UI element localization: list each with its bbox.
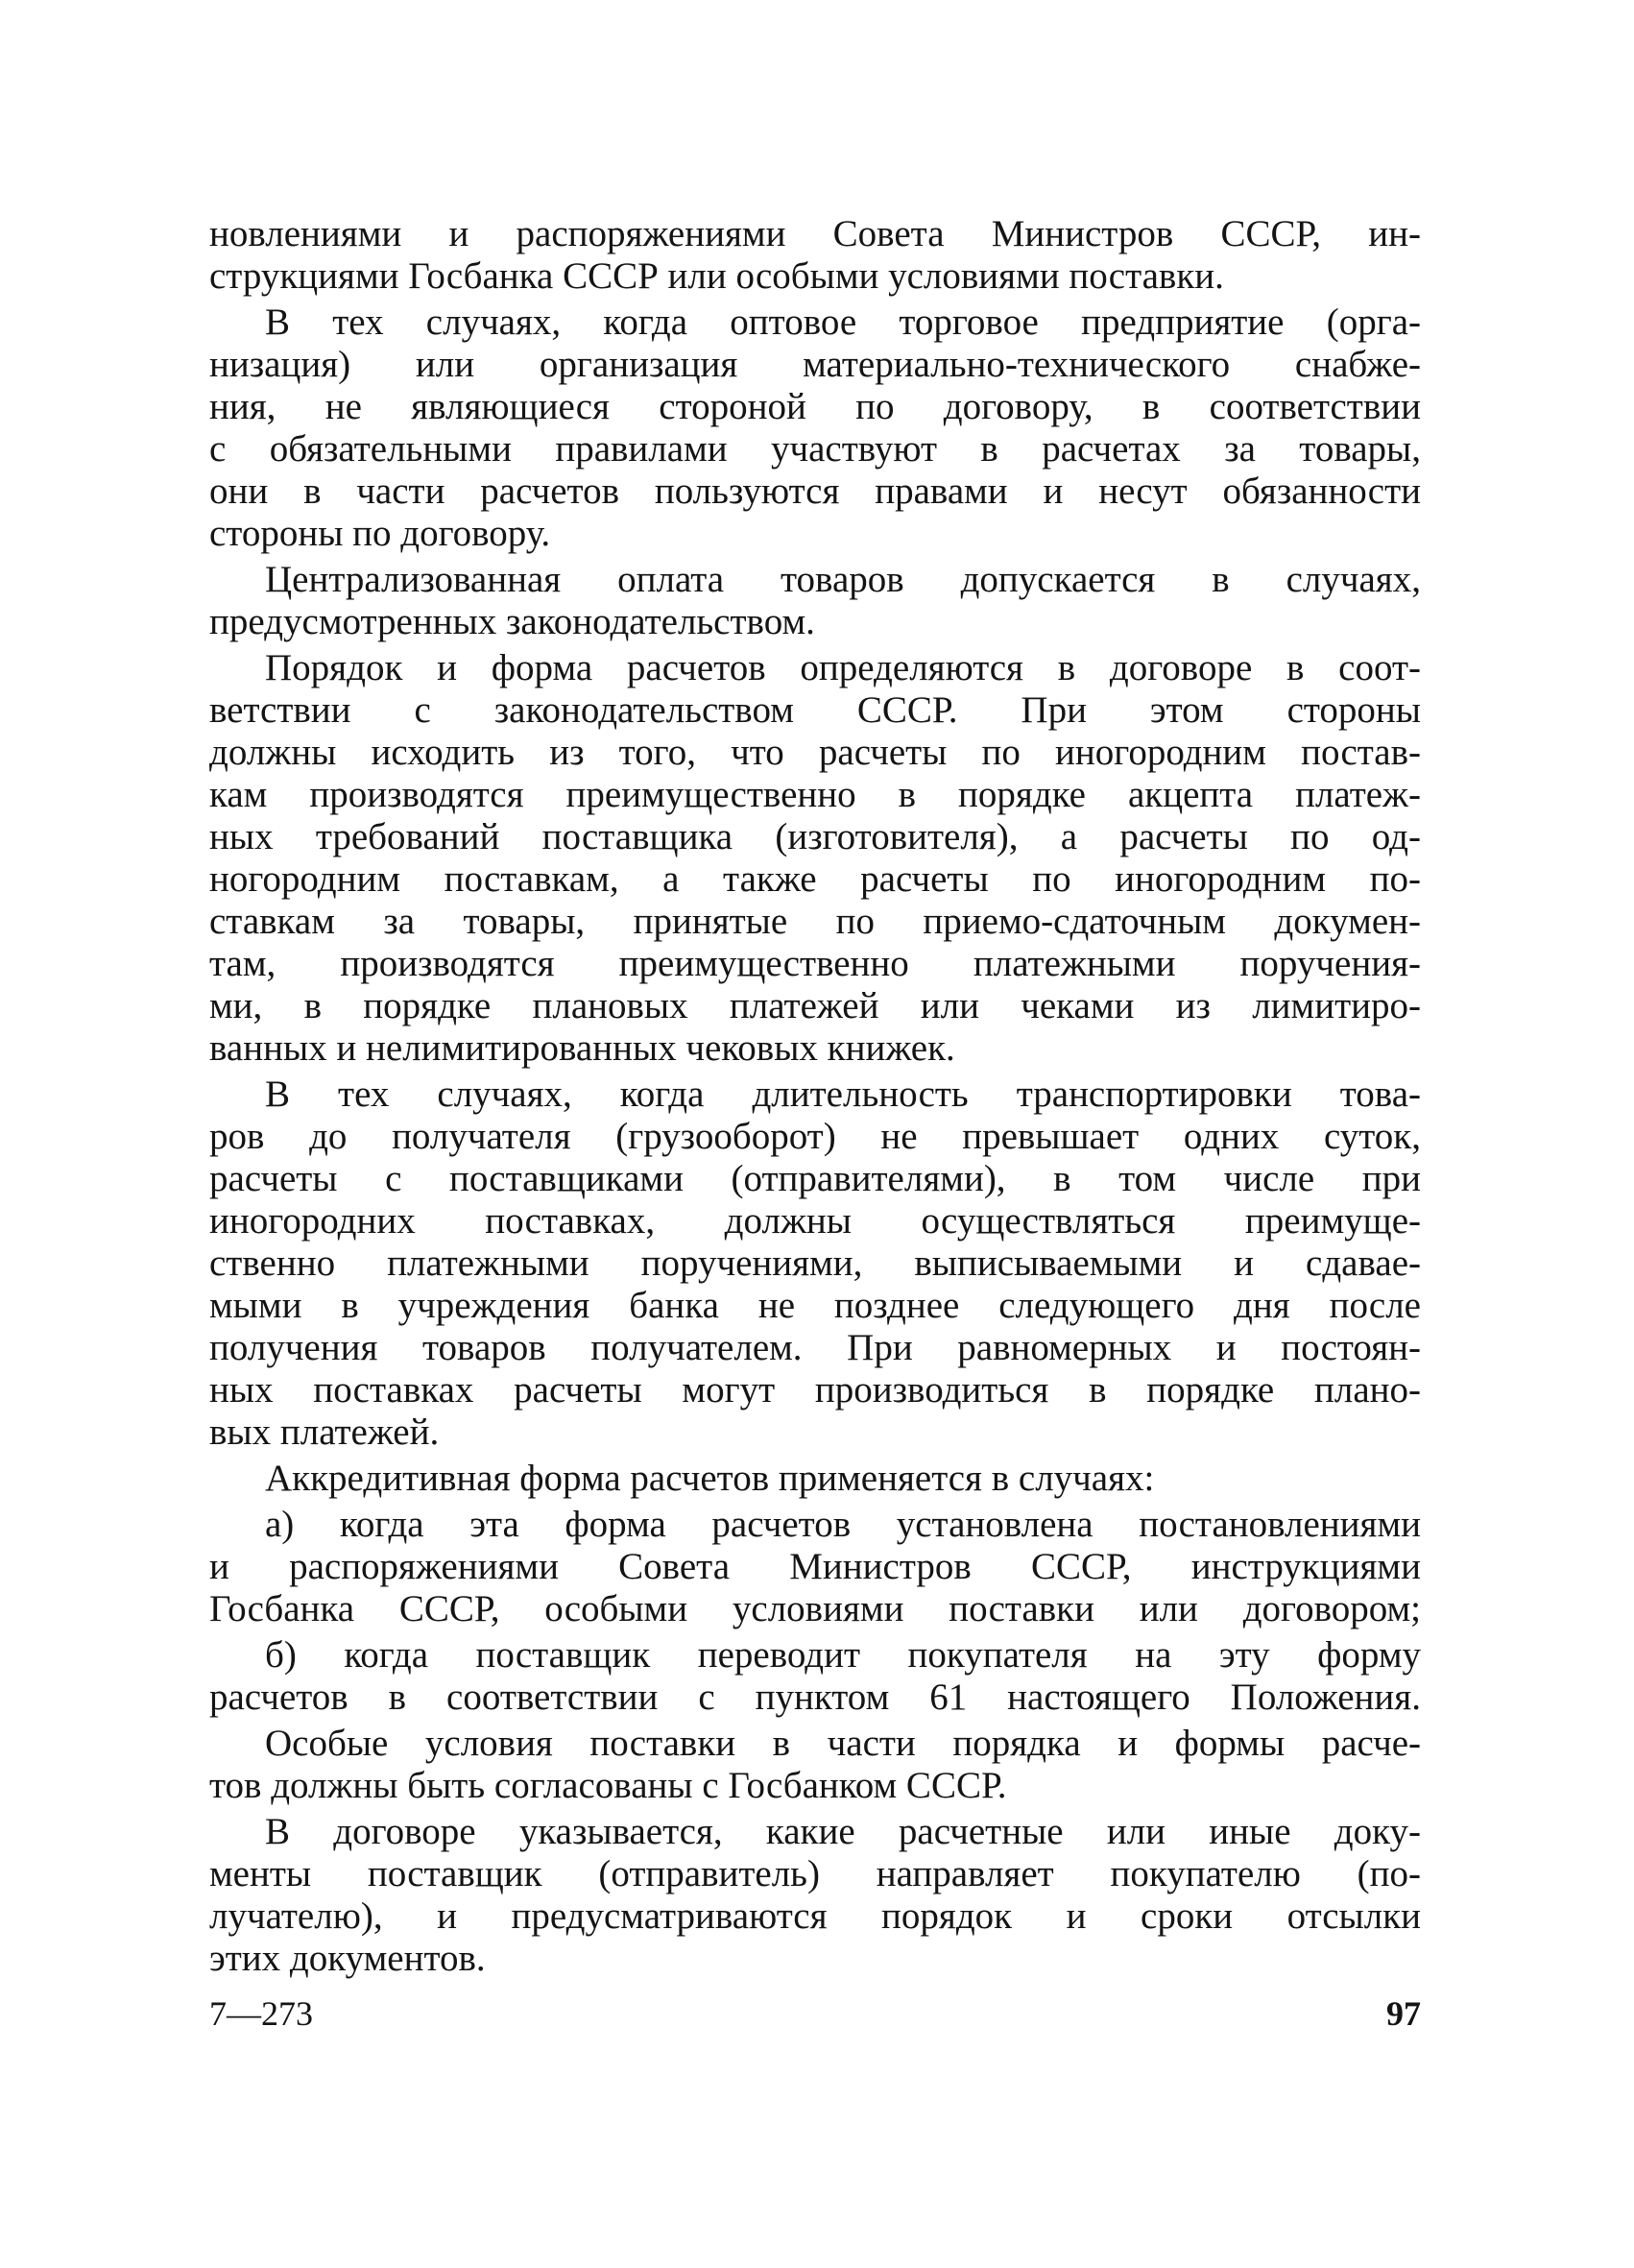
- text-line: и распоряжениями Совета Министров СССР, инструкциями: [209, 1546, 1421, 1587]
- text-line: расчеты с поставщиками (отправителями), в том числе при: [209, 1158, 1421, 1199]
- page-body: [209, 213, 1421, 1980]
- text-line: лучателю), и предусматриваются порядок и сроки отсылки: [209, 1895, 1421, 1937]
- paragraph-letter-of-credit: [209, 1458, 1421, 1500]
- text-line: Особые условия поставки в части порядка и формы расче-: [265, 1723, 1421, 1764]
- printer-signature: 7—273: [209, 1994, 313, 2033]
- page-footer: [209, 1992, 1421, 2035]
- text-line: там, производятся преимущественно платежными поручения-: [209, 943, 1421, 984]
- text-line: получения товаров получателем. При равномерных и постоян-: [209, 1327, 1421, 1368]
- text-line: ных требований поставщика (изготовителя), а расчеты по од-: [209, 816, 1421, 857]
- text-line: должны исходить из того, что расчеты по иногородним постав-: [209, 732, 1421, 773]
- text-line: ния, не являющиеся стороной по договору, в соответствии: [209, 386, 1421, 427]
- text-line: б) когда поставщик переводит покупателя на эту форму: [265, 1634, 1421, 1676]
- text-line: Аккредитивная форма расчетов применяется в случаях:: [265, 1458, 1155, 1499]
- page-number: 97: [1386, 1994, 1421, 2033]
- paragraph-wholesale: [209, 302, 1421, 555]
- text-line: ванных и нелимитированных чековых книжек.: [209, 1027, 955, 1069]
- text-line: расчетов в соответствии с пунктом 61 настоящего Положения.: [209, 1677, 1421, 1718]
- text-line: кам производятся преимущественно в порядке акцепта платеж-: [209, 774, 1421, 815]
- paragraph-item-a: [209, 1504, 1421, 1630]
- text-line: низация) или организация материально-технического снабже-: [209, 344, 1421, 385]
- text-line: ственно платежными поручениями, выписываемыми и сдавае-: [209, 1243, 1421, 1284]
- text-line: В тех случаях, когда оптовое торговое предприятие (орга-: [265, 302, 1421, 343]
- text-line: Госбанка СССР, особыми условиями поставки или договором;: [209, 1588, 1421, 1629]
- text-line: Порядок и форма расчетов определяются в договоре в соот-: [265, 647, 1421, 688]
- paragraph-transport: [209, 1074, 1421, 1454]
- text-line: мыми в учреждения банка не позднее следующего дня после: [209, 1285, 1421, 1326]
- text-line: иногородних поставках, должны осуществляться преимуще-: [209, 1200, 1421, 1242]
- text-line: ставкам за товары, принятые по приемо-сдаточным докумен-: [209, 901, 1421, 942]
- text-line: они в части расчетов пользуются правами и несут обязанности: [209, 470, 1421, 512]
- paragraph-centralized: [209, 559, 1421, 643]
- text-line: ногородним поставкам, а также расчеты по иногородним по-: [209, 858, 1421, 900]
- paragraph-special-conditions: [209, 1723, 1421, 1807]
- text-line: ных поставках расчеты могут производиться в порядке плано-: [209, 1369, 1421, 1411]
- text-line: новлениями и распоряжениями Совета Министров СССР, ин-: [209, 213, 1421, 254]
- paragraph-continuation: [209, 213, 1421, 298]
- text-line: ми, в порядке плановых платежей или чеками из лимитиро-: [209, 985, 1421, 1026]
- paragraph-contract-documents: [209, 1811, 1421, 1980]
- text-line: менты поставщик (отправитель) направляет покупателю (по-: [209, 1853, 1421, 1894]
- text-line: стороны по договору.: [209, 513, 551, 554]
- text-line: В договоре указывается, какие расчетные или иные доку-: [265, 1811, 1421, 1852]
- text-line: струкциями Госбанка СССР или особыми условиями поставки.: [209, 255, 1224, 297]
- paragraph-item-b: [209, 1634, 1421, 1719]
- text-line: ров до получателя (грузооборот) не превышает одних суток,: [209, 1116, 1421, 1157]
- text-line: Централизованная оплата товаров допускается в случаях,: [265, 559, 1421, 600]
- text-line: а) когда эта форма расчетов установлена постановлениями: [265, 1504, 1421, 1545]
- text-line: этих документов.: [209, 1938, 486, 1979]
- text-line: вых платежей.: [209, 1411, 440, 1453]
- text-line: ветствии с законодательством СССР. При этом стороны: [209, 689, 1421, 731]
- paragraph-order-form: [209, 647, 1421, 1070]
- text-line: В тех случаях, когда длительность транспортировки това-: [265, 1074, 1421, 1115]
- text-line: предусмотренных законодательством.: [209, 601, 815, 642]
- text-line: с обязательными правилами участвуют в расчетах за товары,: [209, 428, 1421, 470]
- text-line: тов должны быть согласованы с Госбанком СССР.: [209, 1765, 1007, 1806]
